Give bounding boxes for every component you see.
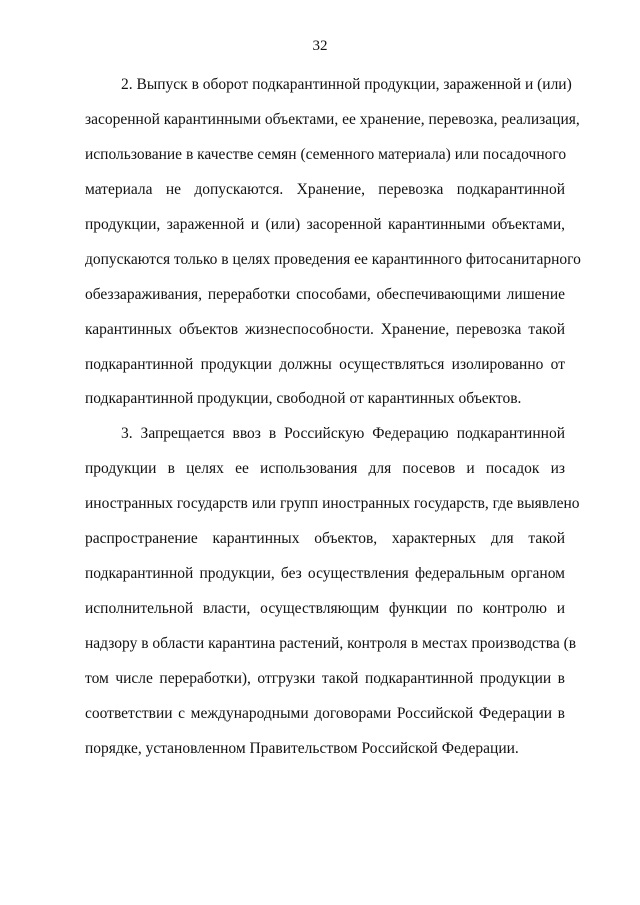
text-line: допускаются только в целях проведения ее карантинного фитосанитарного [85,251,581,268]
text-line: 3. Запрещается ввоз в Российскую Федерацию подкарантинной [121,425,565,442]
text-line: материала не допускаются. Хранение, перевозка подкарантинной [85,181,565,198]
text-line: засоренной карантинными объектами, ее хранение, перевозка, реализация, [85,111,580,128]
text-line: соответствии с международными договорами Российской Федерации в [85,705,565,722]
page-number: 32 [312,38,328,54]
text-line: подкарантинной продукции, без осуществления федеральным органом [85,565,565,582]
text-line: обеззараживания, переработки способами, обеспечивающими лишение [85,286,565,303]
text-line: порядке, установленном Правительством Российской Федерации. [85,740,519,757]
text-line: том числе переработки), отгрузки такой подкарантинной продукции в [85,670,565,687]
text-line: использование в качестве семян (семенного материала) или посадочного [85,146,567,163]
text-line: карантинных объектов жизнеспособности. Хранение, перевозка такой [85,321,565,338]
text-line: 2. Выпуск в оборот подкарантинной продукции, зараженной и (или) [121,76,572,93]
text-line: иностранных государств или групп иностранных государств, где выявлено [85,495,580,512]
text-line: распространение карантинных объектов, характерных для такой [85,530,565,547]
text-line: продукции в целях ее использования для посевов и посадок из [85,460,565,477]
text-line: продукции, зараженной и (или) засоренной карантинными объектами, [85,216,565,233]
text-line: надзору в области карантина растений, контроля в местах производства (в [85,635,577,652]
text-line: исполнительной власти, осуществляющим функции по контролю и [85,600,565,617]
text-line: подкарантинной продукции, свободной от карантинных объектов. [85,390,522,407]
text-line: подкарантинной продукции должны осуществляться изолированно от [85,356,565,373]
